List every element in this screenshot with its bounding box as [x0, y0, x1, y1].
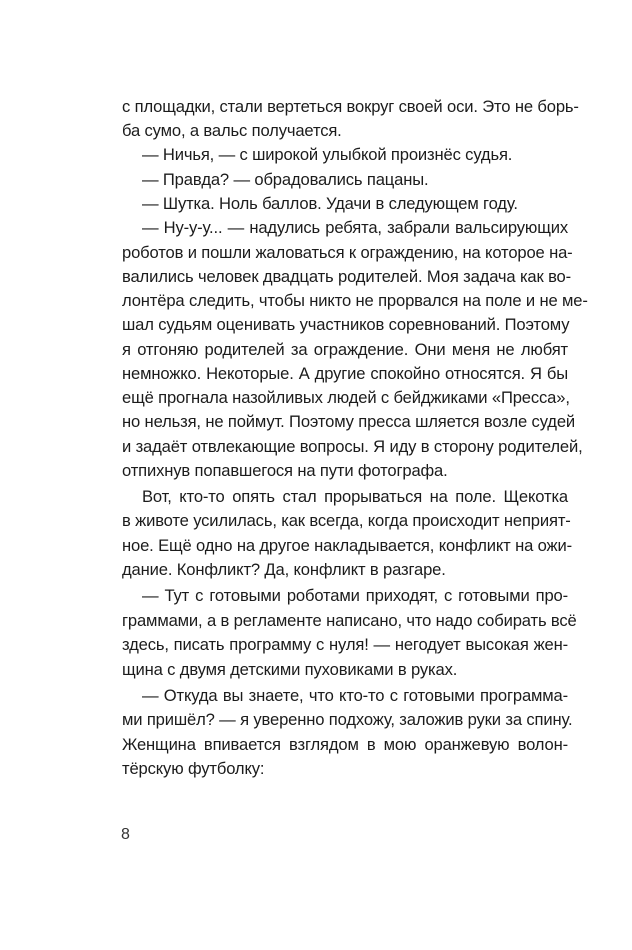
text-line: щина с двумя детскими пуховиками в руках.	[122, 660, 458, 679]
text-line: Женщина впивается взглядом в мою оранжевую волон-	[122, 735, 568, 754]
text-line: я отгоняю родителей за ограждение. Они меня не любят	[122, 340, 568, 359]
text-line: лонтёра следить, чтобы никто не прорвался на поле и не ме-	[122, 291, 588, 310]
text-line: валились человек двадцать родителей. Моя задача как во-	[122, 267, 572, 286]
text-line: — Ну-у-у... — надулись ребята, забрали вальсирующих	[142, 218, 568, 237]
text-line: здесь, писать программу с нуля! — негодует высокая жен-	[122, 635, 568, 654]
text-line: с площадки, стали вертеться вокруг своей оси. Это не борь-	[122, 97, 579, 116]
text-line: немножко. Некоторые. А другие спокойно относятся. Я бы	[122, 364, 568, 383]
text-line: ное. Ещё одно на другое накладывается, конфликт на ожи-	[122, 536, 572, 555]
text-line: дание. Конфликт? Да, конфликт в разгаре.	[122, 560, 446, 579]
text-line: ми пришёл? — я уверенно подхожу, заложив руки за спину.	[122, 710, 573, 729]
text-line: ба сумо, а вальс получается.	[122, 121, 342, 140]
text-line: шал судьям оценивать участников соревнований. Поэтому	[122, 315, 570, 334]
text-line: — Правда? — обрадовались пацаны.	[142, 170, 429, 189]
text-line: ещё прогнала назойливых людей с бейджиками «Пресса»,	[122, 388, 570, 407]
text-line: граммами, а в регламенте написано, что надо собирать всё	[122, 611, 577, 630]
page-number: 8	[121, 826, 130, 843]
text-line: — Тут с готовыми роботами приходят, с готовыми про-	[142, 586, 568, 605]
text-line: — Шутка. Ноль баллов. Удачи в следующем году.	[142, 194, 518, 213]
text-line: тёрскую футболку:	[122, 759, 265, 778]
text-line: и задаёт отвлекающие вопросы. Я иду в сторону родителей,	[122, 437, 583, 456]
text-line: — Ничья, — с широкой улыбкой произнёс судья.	[142, 145, 513, 164]
text-line: Вот, кто-то опять стал прорываться на поле. Щекотка	[142, 487, 568, 506]
text-line: — Откуда вы знаете, что кто-то с готовыми программа-	[142, 686, 568, 705]
text-line: но нельзя, не поймут. Поэтому пресса шляется возле судей	[122, 412, 576, 431]
text-line: в животе усилилась, как всегда, когда происходит неприят-	[122, 511, 571, 530]
text-line: отпихнув попавшегося на пути фотографа.	[122, 461, 448, 480]
text-line: роботов и пошли жаловаться к ограждению, на которое на-	[122, 243, 573, 262]
